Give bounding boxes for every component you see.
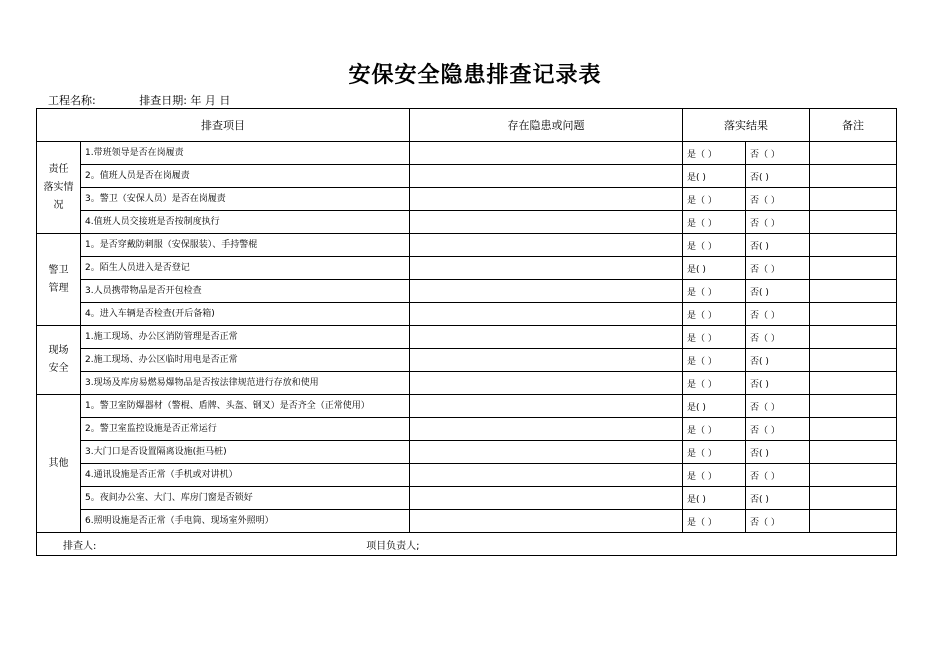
note-cell[interactable] xyxy=(810,441,897,464)
issue-cell[interactable] xyxy=(410,165,683,188)
table-row xyxy=(37,441,897,464)
result-yes[interactable]: 是（ ） xyxy=(683,464,746,487)
issue-cell[interactable] xyxy=(410,234,683,257)
issue-cell[interactable] xyxy=(410,487,683,510)
issue-cell[interactable] xyxy=(410,326,683,349)
item-text: 1.带班领导是否在岗履责 xyxy=(81,142,410,165)
note-cell[interactable] xyxy=(810,349,897,372)
item-text: 1。警卫室防爆器材（警棍、盾牌、头盔、钢叉）是否齐全（正常使用） xyxy=(81,395,410,418)
category-cell: 责任 落实情 况 xyxy=(37,142,81,234)
result-no[interactable]: 否（ ） xyxy=(746,211,810,234)
issue-cell[interactable] xyxy=(410,395,683,418)
result-yes[interactable]: 是（ ） xyxy=(683,234,746,257)
header-item: 排查项目 xyxy=(37,109,410,142)
note-cell[interactable] xyxy=(810,510,897,533)
result-no[interactable]: 否( ) xyxy=(746,441,810,464)
result-no[interactable]: 否( ) xyxy=(746,280,810,303)
category-cell: 其他 xyxy=(37,395,81,533)
issue-cell[interactable] xyxy=(410,280,683,303)
inspection-table xyxy=(36,108,897,556)
item-text: 1.施工现场、办公区消防管理是否正常 xyxy=(81,326,410,349)
note-cell[interactable] xyxy=(810,188,897,211)
item-text: 1。是否穿戴防刺服（安保服装）、手持警棍 xyxy=(81,234,410,257)
category-cell: 警卫 管理 xyxy=(37,234,81,326)
result-no[interactable]: 否（ ） xyxy=(746,464,810,487)
result-no[interactable]: 否( ) xyxy=(746,487,810,510)
result-yes[interactable]: 是( ) xyxy=(683,257,746,280)
item-text: 2.施工现场、办公区临时用电是否正常 xyxy=(81,349,410,372)
result-yes[interactable]: 是( ) xyxy=(683,487,746,510)
signature-cell xyxy=(37,533,897,556)
note-cell[interactable] xyxy=(810,257,897,280)
checker-label: 排查人: xyxy=(63,540,97,552)
header-note: 备注 xyxy=(810,109,897,142)
result-no[interactable]: 否( ) xyxy=(746,372,810,395)
table-row xyxy=(37,349,897,372)
table-row xyxy=(37,510,897,533)
item-text: 3.大门口是否设置隔离设施(拒马桩) xyxy=(81,441,410,464)
item-text: 4.通讯设施是否正常（手机或对讲机） xyxy=(81,464,410,487)
result-no[interactable]: 否（ ） xyxy=(746,303,810,326)
table-row xyxy=(37,418,897,441)
issue-cell[interactable] xyxy=(410,303,683,326)
issue-cell[interactable] xyxy=(410,464,683,487)
result-no[interactable]: 否（ ） xyxy=(746,142,810,165)
form-meta xyxy=(48,92,230,108)
signature-row xyxy=(37,533,897,556)
item-text: 2。陌生人员进入是否登记 xyxy=(81,257,410,280)
result-yes[interactable]: 是（ ） xyxy=(683,349,746,372)
item-text: 2。警卫室监控设施是否正常运行 xyxy=(81,418,410,441)
result-yes[interactable]: 是（ ） xyxy=(683,303,746,326)
table-row xyxy=(37,303,897,326)
issue-cell[interactable] xyxy=(410,142,683,165)
result-yes[interactable]: 是( ) xyxy=(683,395,746,418)
table-row xyxy=(37,487,897,510)
note-cell[interactable] xyxy=(810,395,897,418)
note-cell[interactable] xyxy=(810,280,897,303)
result-no[interactable]: 否（ ） xyxy=(746,418,810,441)
result-no[interactable]: 否( ) xyxy=(746,349,810,372)
item-text: 4.值班人员交接班是否按制度执行 xyxy=(81,211,410,234)
table-row xyxy=(37,165,897,188)
header-result: 落实结果 xyxy=(683,109,810,142)
table-row xyxy=(37,372,897,395)
item-text: 3.人员携带物品是否开包检查 xyxy=(81,280,410,303)
item-text: 5。夜间办公室、大门、库房门窗是否锁好 xyxy=(81,487,410,510)
result-yes[interactable]: 是（ ） xyxy=(683,441,746,464)
note-cell[interactable] xyxy=(810,326,897,349)
form-title: 安保安全隐患排查记录表 xyxy=(348,63,602,88)
issue-cell[interactable] xyxy=(410,257,683,280)
issue-cell[interactable] xyxy=(410,349,683,372)
result-yes[interactable]: 是（ ） xyxy=(683,418,746,441)
category-cell: 现场 安全 xyxy=(37,326,81,395)
note-cell[interactable] xyxy=(810,142,897,165)
result-yes[interactable]: 是( ) xyxy=(683,165,746,188)
item-text: 3。警卫（安保人员）是否在岗履责 xyxy=(81,188,410,211)
note-cell[interactable] xyxy=(810,165,897,188)
item-text: 2。值班人员是否在岗履责 xyxy=(81,165,410,188)
table-row xyxy=(37,211,897,234)
table-row xyxy=(37,280,897,303)
table-row xyxy=(37,257,897,280)
note-cell[interactable] xyxy=(810,464,897,487)
project-name-label: 工程名称: xyxy=(48,94,96,107)
inspection-date-label: 排查日期: 年 月 日 xyxy=(139,94,231,107)
result-yes[interactable]: 是（ ） xyxy=(683,510,746,533)
table-row xyxy=(37,234,897,257)
result-yes[interactable]: 是（ ） xyxy=(683,211,746,234)
result-yes[interactable]: 是（ ） xyxy=(683,280,746,303)
table-row xyxy=(37,188,897,211)
item-text: 4。进入车辆是否检查(开后备箱) xyxy=(81,303,410,326)
result-no[interactable]: 否( ) xyxy=(746,234,810,257)
manager-label: 项目负责人; xyxy=(366,540,420,552)
issue-cell[interactable] xyxy=(410,418,683,441)
note-cell[interactable] xyxy=(810,234,897,257)
result-no[interactable]: 否（ ） xyxy=(746,326,810,349)
result-no[interactable]: 否（ ） xyxy=(746,257,810,280)
table-row xyxy=(37,142,897,165)
table-row xyxy=(37,395,897,418)
result-yes[interactable]: 是（ ） xyxy=(683,142,746,165)
note-cell[interactable] xyxy=(810,418,897,441)
result-yes[interactable]: 是（ ） xyxy=(683,188,746,211)
issue-cell[interactable] xyxy=(410,510,683,533)
header-row xyxy=(37,109,897,142)
issue-cell[interactable] xyxy=(410,188,683,211)
note-cell[interactable] xyxy=(810,303,897,326)
issue-cell[interactable] xyxy=(410,211,683,234)
result-no[interactable]: 否( ) xyxy=(746,165,810,188)
note-cell[interactable] xyxy=(810,211,897,234)
issue-cell[interactable] xyxy=(410,441,683,464)
table-row xyxy=(37,326,897,349)
note-cell[interactable] xyxy=(810,372,897,395)
result-yes[interactable]: 是（ ） xyxy=(683,372,746,395)
result-no[interactable]: 否（ ） xyxy=(746,188,810,211)
result-yes[interactable]: 是（ ） xyxy=(683,326,746,349)
item-text: 6.照明设施是否正常（手电筒、现场室外照明） xyxy=(81,510,410,533)
result-no[interactable]: 否（ ） xyxy=(746,510,810,533)
note-cell[interactable] xyxy=(810,487,897,510)
item-text: 3.现场及库房易燃易爆物品是否按法律规范进行存放和使用 xyxy=(81,372,410,395)
header-issue: 存在隐患或问题 xyxy=(410,109,683,142)
table-row xyxy=(37,464,897,487)
issue-cell[interactable] xyxy=(410,372,683,395)
result-no[interactable]: 否（ ） xyxy=(746,395,810,418)
